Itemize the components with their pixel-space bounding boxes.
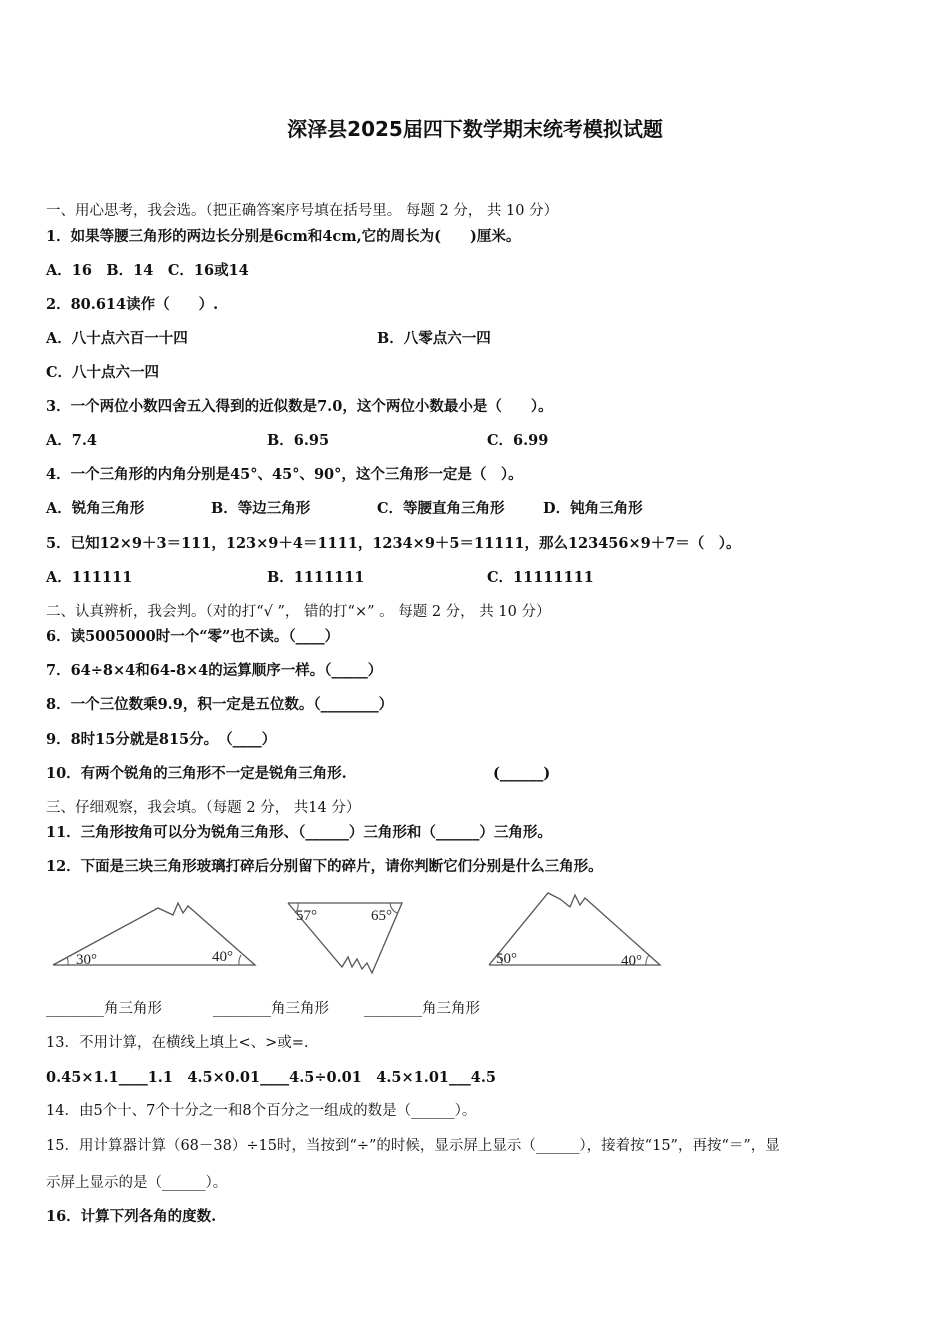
question-3-option-c: C．6.99 [487,432,549,449]
question-2-option-b: B．八零点六一四 [377,330,491,347]
fragment-2-angle-left: 57° [296,908,317,924]
question-13: 13．不用计算，在横线上填上<、>或=. [46,1035,309,1051]
question-5-option-c: C．11111111 [487,569,594,586]
question-2: 2．80.614读作（ ）. [46,296,219,313]
fragment-1-angle-left: 30° [76,952,97,968]
question-10: 10．有两个锐角的三角形不一定是锐角三角形. [46,765,347,782]
question-13-items: 0.45×1.1____1.1 4.5×0.01____4.5÷0.01 4.5×1.01___4.5 [46,1069,496,1086]
question-4-option-a: A．锐角三角形 [46,500,145,517]
question-1-options: A．16 B．14 C．16或14 [46,262,249,279]
fragment-3-angle-right: 40° [621,953,642,969]
question-7: 7．64÷8×4和64-8×4的运算顺序一样。（_____） [46,662,383,679]
question-5-option-a: A．111111 [46,569,133,586]
question-12-answer-3: ________角三角形 [364,1001,480,1017]
fragment-1-angle-right: 40° [212,949,233,965]
question-9: 9．8时15分就是815分。 （____） [46,731,277,748]
question-16: 16．计算下列各角的度数. [46,1208,217,1225]
question-12-answer-1: ________角三角形 [46,1001,162,1017]
fragment-2-angle-right: 65° [371,908,392,924]
question-3-option-a: A．7.4 [46,432,97,449]
section-2-heading: 二、认真辨析，我会判。（对的打“√ ”， 错的打“×” 。 每题 2 分， 共 10 分） [46,604,551,620]
question-15-line-2: 示屏上显示的是（______）。 [46,1175,228,1191]
question-4-option-d: D．钝角三角形 [543,500,643,517]
question-4: 4．一个三角形的内角分别是45°、45°、90°，这个三角形一定是（ ）。 [46,466,523,483]
question-5: 5．已知12×9＋3＝111，123×9＋4＝1111，1234×9＋5＝11111，那么123456×9＋7＝（ ）。 [46,535,741,552]
page-title: 深泽县2025届四下数学期末统考模拟试题 [287,117,663,141]
question-4-option-b: B．等边三角形 [211,500,311,517]
question-8: 8．一个三位数乘9.9，积一定是五位数。（________） [46,696,394,713]
question-14: 14．由5个十、7个十分之一和8个百分之一组成的数是（______）。 [46,1103,477,1119]
question-6: 6．读5005000时一个“零”也不读。（____） [46,628,340,645]
question-2-option-a: A．八十点六百一十四 [46,330,188,347]
question-3-option-b: B．6.95 [267,432,330,449]
question-4-option-c: C．等腰直角三角形 [377,500,505,517]
section-3-heading: 三、仔细观察，我会填。（每题 2 分， 共14 分） [46,800,361,816]
question-15-line-1: 15．用计算器计算（68－38）÷15时，当按到“÷”的时候，显示屏上显示（______），接着按“15”，再按“＝”，显 [46,1138,780,1154]
question-5-option-b: B．1111111 [267,569,365,586]
fragment-3-angle-left: 50° [496,951,517,967]
triangle-fragments-figure [40,885,680,980]
question-1: 1．如果等腰三角形的两边长分别是6cm和4cm,它的周长为( )厘米。 [46,228,521,245]
question-3: 3．一个两位小数四舍五入得到的近似数是7.0，这个两位小数最小是（ ）。 [46,398,553,415]
question-12: 12．下面是三块三角形玻璃打碎后分别留下的碎片，请你判断它们分别是什么三角形。 [46,858,603,875]
question-11: 11．三角形按角可以分为锐角三角形、（______）三角形和（______）三角形。 [46,824,552,841]
question-12-answer-2: ________角三角形 [213,1001,329,1017]
question-10-blank: (______) [493,765,551,782]
question-2-option-c: C．八十点六一四 [46,364,160,381]
section-1-heading: 一、用心思考，我会选。（把正确答案序号填在括号里。 每题 2 分， 共 10 分） [46,203,559,219]
